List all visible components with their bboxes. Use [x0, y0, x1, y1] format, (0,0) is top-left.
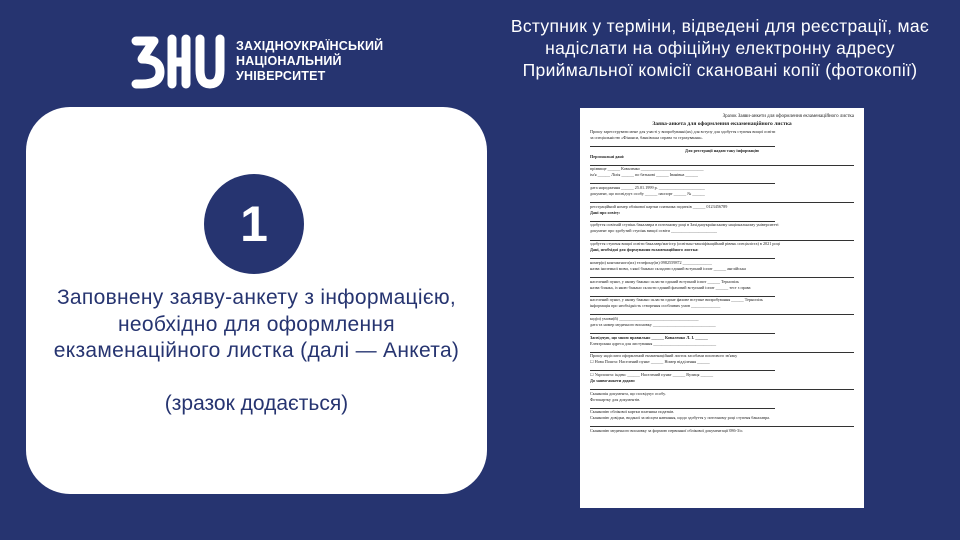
- sample-form-fill-line: [590, 160, 854, 166]
- step-note: (зразок додається): [164, 392, 349, 415]
- step-description: Заповнену заяву-анкету з інформацією, необхідно для оформлення екзаменаційного листка (далі — Анкета): [53, 286, 460, 362]
- sample-form-line: Фотокартку для документів.: [590, 396, 641, 402]
- sample-form-line: Прошу надіслати оформлений екзаменаційний листок засобами поштового зв'язку: [590, 353, 738, 359]
- sample-form-fill-line: [590, 422, 854, 428]
- sample-form-line: населений пункт, у якому бажано скласти єдине фахове вступне випробування ______ Тернопіль: [590, 297, 763, 303]
- sample-form-line: Прошу зареєструвати мене для участі у випробуванні(ях) для вступу для здобуття ступеня вищої освіти: [590, 129, 776, 134]
- sample-form-fill-line: [590, 235, 854, 241]
- sample-form-line: назва іноземної мови, з якої бажано складати єдиний вступний іспит ______ англійська: [590, 265, 746, 271]
- sample-form-line: Для реєстрації надаю таку інформацію: [685, 147, 759, 153]
- sample-form-line: До заяви-анкети додаю:: [590, 377, 636, 383]
- sample-form-line: ім'я ______ Лілія ______ по батькові ______ Іванівна ______: [590, 172, 698, 178]
- sample-form-line: інформація про необхідність створення особливих умов ______________: [590, 303, 721, 309]
- sample-form-line: за спеціальністю «Фінанси, банківська справа та страхування».: [590, 135, 703, 140]
- sample-form-line: здобуття освітній ступінь бакалавра в поточному році в Західноукраїнському національному університеті: [590, 222, 779, 228]
- step-number: 1: [204, 174, 304, 274]
- sample-form-line: реєстраційний номер облікової картки платника податків ______ 0123456789: [590, 203, 728, 209]
- sample-form-fill-line: [590, 328, 775, 334]
- sample-form-line: документ, що посвідчує особу ______ паспорт ______ № ______: [590, 191, 705, 197]
- sample-form-line: Сканкопія документа, що посвідчує особу.: [590, 390, 666, 396]
- university-name: [236, 39, 383, 84]
- sample-form-fill-line: [590, 403, 775, 409]
- sample-form-fill-line: [590, 216, 775, 222]
- intro-text: Вступник у терміни, відведені для реєстрації, має надіслати на офіційну електронну адресу Приймальної комісії скановані копії (фотокопії): [510, 16, 930, 80]
- sample-form-fill-line: [590, 142, 775, 148]
- sample-form-fill-line: [590, 179, 775, 185]
- sample-form-line: код(и) умови(й) ______________________________________: [590, 315, 699, 321]
- step-card: [26, 107, 487, 494]
- sample-form-line: населений пункт, у якому бажано скласти єдиний вступний іспит ______ Тернопіль: [590, 278, 740, 284]
- sample-form-title: Заява-анкета для оформлення екзаменаційного листка: [652, 121, 792, 127]
- university-name-line-1: ЗАХІДНОУКРАЇНСЬКИЙ: [236, 38, 384, 53]
- sample-form-image: [580, 108, 864, 508]
- sample-form-line: Сканкопію медичного висновку за формою первинної облікової документації 086-3/о.: [590, 428, 744, 433]
- sample-form-fill-line: [590, 310, 854, 316]
- sample-form-line: дата народження ______ 25.01.1999 р. ______________________: [590, 185, 705, 191]
- sample-form-line: Сканкопію довідки, виданої за місцем навчання, щодо здобуття у поточному році ступеня бакалавра.: [590, 415, 771, 421]
- sample-form-line: документ про здобутий ступінь вищої освіти ______________________: [590, 228, 718, 234]
- sample-form-line: прізвище ______ Коваленко ______________________________: [590, 166, 704, 172]
- sample-form-fill-line: [590, 291, 775, 297]
- sample-form-line: здобуття ступеня вищої освіти бакалавр/магістр (освітньо-кваліфікаційний рівень спеціаліста) в 2021 році: [590, 241, 780, 247]
- sample-form-line: ☐ Укрпошта: індекс ______ Населений пункт ______ Вулиця ______: [590, 371, 714, 377]
- university-name-line-2: НАЦІОНАЛЬНИЙ: [236, 53, 342, 68]
- sample-form-fill-line: [590, 254, 775, 260]
- sample-form-fill-line: [590, 347, 854, 353]
- sample-form-line: Дані про освіту:: [590, 209, 621, 215]
- sample-form-line: Електронна адреса для листування ______________________________: [590, 340, 717, 346]
- sample-form-line: дата та номер медичного висновку ______________________________: [590, 321, 716, 327]
- sample-form-line: ☐ Нова Пошта: Населений пункт ______ Номер відділення ______: [590, 359, 710, 365]
- university-logo-icon: [130, 32, 226, 90]
- sample-form-line: Засвідчую, що мною правильно ______ Коваленко Л. І. ______: [590, 334, 708, 340]
- sample-form-line: Дані, необхідні для формування екзаменаційного листка:: [590, 247, 699, 253]
- sample-form-fill-line: [590, 198, 854, 204]
- sample-form-line: номер(и) контактного(их) телефону(ів) 0982559872 ______________: [590, 259, 712, 265]
- sample-form-fill-line: [590, 385, 854, 391]
- sample-form-top-note: Зразок Заяви-анкети для оформлення екзаменаційного листка: [722, 114, 854, 119]
- sample-form-line: Сканкопію облікової картки платника податків.: [590, 409, 675, 415]
- university-logo: [130, 32, 383, 90]
- sample-form-fill-line: [590, 272, 854, 278]
- sample-form-line: Персональні дані:: [590, 153, 625, 159]
- sample-form-line: назва бланка, із якою бажано скласти єдиний фаховий вступний іспит ______ тест з права: [590, 284, 751, 290]
- sample-form-fill-line: [590, 366, 775, 372]
- university-name-line-3: УНІВЕРСИТЕТ: [236, 68, 326, 83]
- sample-form-body: [590, 129, 854, 434]
